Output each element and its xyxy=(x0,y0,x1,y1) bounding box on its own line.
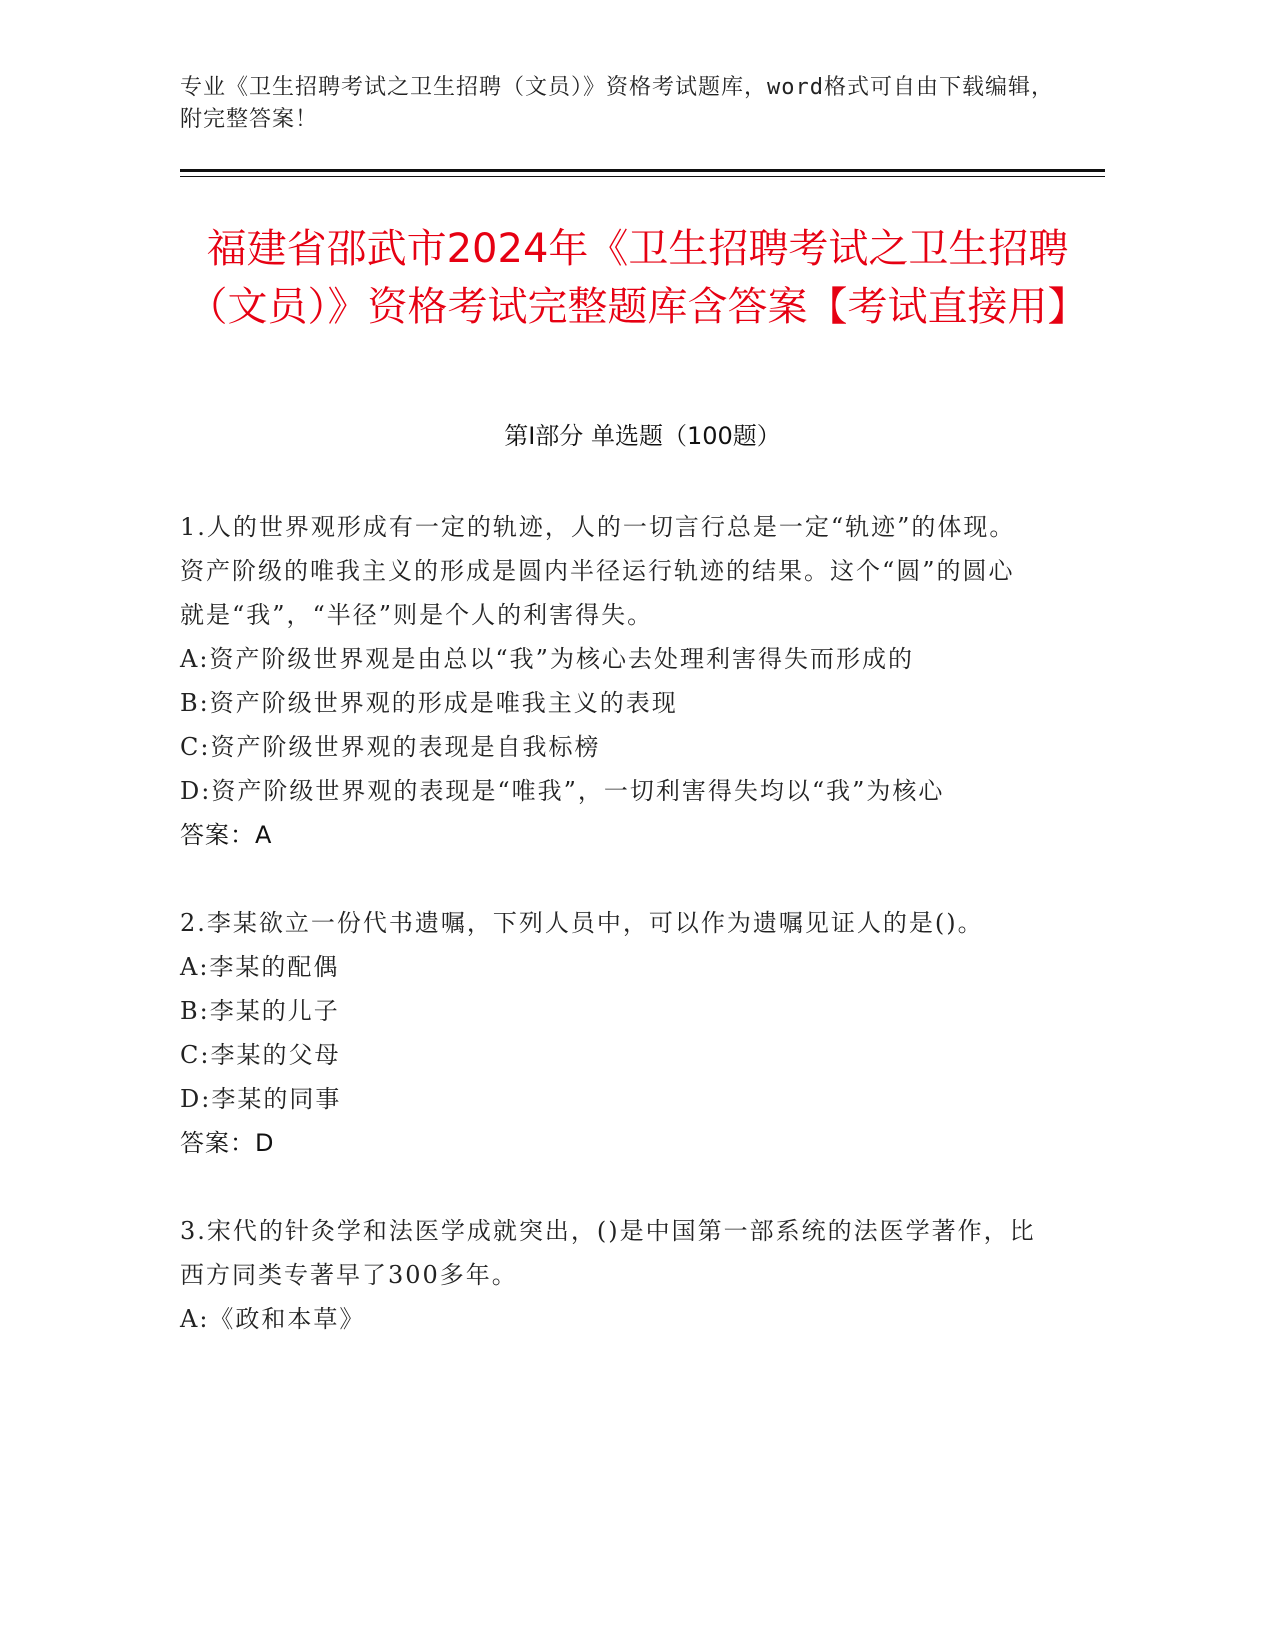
option-b: B:资产阶级世界观的形成是唯我主义的表现 xyxy=(180,689,678,717)
question-list xyxy=(180,505,1040,1385)
option-a: A:资产阶级世界观是由总以“我”为核心去处理利害得失而形成的 xyxy=(180,645,914,673)
answer-label: 答案：D xyxy=(180,1129,275,1157)
header-divider-thin xyxy=(180,176,1105,177)
option-c: C:资产阶级世界观的表现是自我标榜 xyxy=(180,733,601,761)
option-d: D:资产阶级世界观的表现是“唯我”，一切利害得失均以“我”为核心 xyxy=(180,777,945,805)
option-c: C:李某的父母 xyxy=(180,1041,341,1069)
option-b: B:李某的儿子 xyxy=(180,997,340,1025)
question-stem: 3.宋代的针灸学和法医学成就突出，()是中国第一部系统的法医学著作，比西方同类专著早了300多年。 xyxy=(180,1217,1036,1289)
section-heading: 第Ⅰ部分 单选题（100题） xyxy=(504,422,781,450)
question-3 xyxy=(180,1209,1040,1341)
document-title: 福建省邵武市2024年《卫生招聘考试之卫生招聘（文员）》资格考试完整题库含答案【考试直接用】 xyxy=(187,226,1088,330)
question-2 xyxy=(180,901,1040,1165)
question-1 xyxy=(180,505,1040,857)
option-a: A:李某的配偶 xyxy=(180,953,340,981)
option-a: A:《政和本草》 xyxy=(180,1305,366,1333)
question-stem: 2.李某欲立一份代书遗嘱，下列人员中，可以作为遗嘱见证人的是()。 xyxy=(180,909,984,937)
header-divider-thick xyxy=(180,169,1105,172)
answer-label: 答案：A xyxy=(180,821,273,849)
question-stem: 1.人的世界观形成有一定的轨迹，人的一切言行总是一定“轨迹”的体现。资产阶级的唯我主义的形成是圆内半径运行轨迹的结果。这个“圆”的圆心就是“我”，“半径”则是个人的利害得失。 xyxy=(180,513,1016,629)
header-note: 专业《卫生招聘考试之卫生招聘（文员）》资格考试题库，word格式可自由下载编辑，附完整答案！ xyxy=(180,75,1054,132)
option-d: D:李某的同事 xyxy=(180,1085,342,1113)
